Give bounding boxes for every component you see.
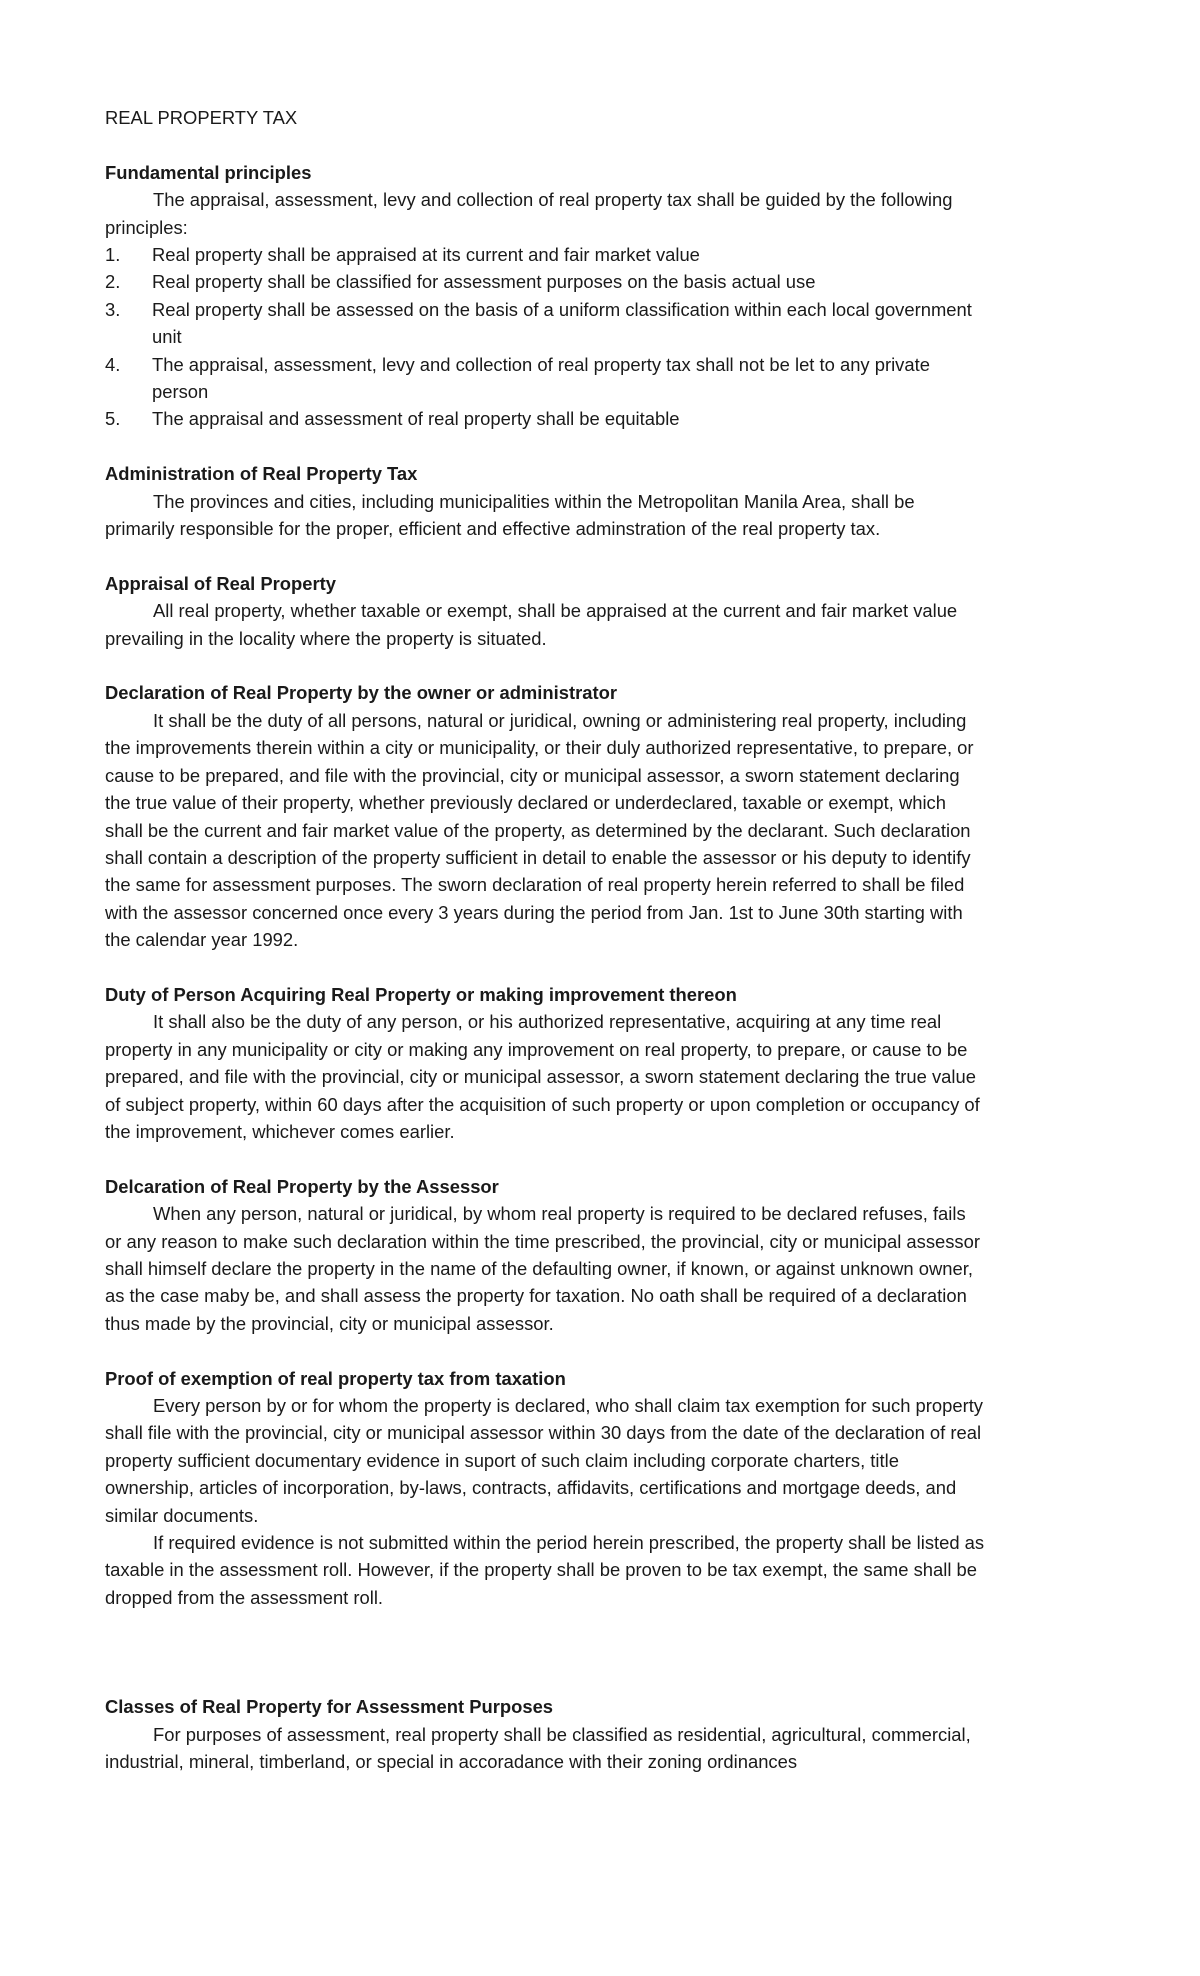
document-title: REAL PROPERTY TAX — [105, 107, 298, 128]
section-paragraph: If required evidence is not submitted within the period herein prescribed, the property shall be listed as taxable in the assessment roll. However, if the property shall be proven to be tax exempt, the same shall be dropped from the assessment roll. — [105, 1532, 985, 1608]
section-paragraph: When any person, natural or juridical, by whom real property is required to be declared refuses, fails or any reason to make such declaration within the time prescribed, the provincial, city or municipal assessor shall himself declare the property in the name of the defaulting owner, if known, or against unknown owner, as the case maby be, and shall assess the property for taxation. No oath shall be required of a declaration thus made by the provincial, city or municipal assessor. — [105, 1203, 980, 1334]
section-heading: Delcaration of Real Property by the Assessor — [105, 1175, 499, 1197]
list-item-number: 5. — [105, 408, 121, 430]
section-declaration-owner — [105, 679, 985, 953]
section-heading: Classes of Real Property for Assessment Purposes — [105, 1696, 554, 1718]
section-paragraph: It shall be the duty of all persons, natural or juridical, owning or administering real property, including the improvements therein within a city or municipality, or their duly authorized representative, to prepare, or cause to be prepared, and file with the provincial, city or municipal assessor, a sworn statement declaring the true value of their property, whether previously declared or underdeclared, taxable or exempt, which shall be the current and fair market value of the property, as determined by the declarant. Such declaration shall contain a description of the property sufficient in detail to enable the assessor or his deputy to identify the same for assessment purposes. The sworn declaration of real property herein referred to shall be filed with the assessor concerned once every 3 years during the period from Jan. 1st to June 30th starting with the calendar year 1992. — [105, 709, 974, 951]
list-item-number: 1. — [105, 244, 121, 266]
section-exemption — [105, 1365, 985, 1612]
section-duty-acquiring — [105, 981, 985, 1145]
list-item — [105, 296, 985, 351]
list-item-text: Real property shall be assessed on the basis of a uniform classification within each local government unit — [152, 298, 972, 348]
list-item-text: The appraisal and assessment of real property shall be equitable — [152, 408, 680, 430]
section-fundamental-principles — [105, 159, 985, 433]
section-classes — [105, 1693, 985, 1775]
section-paragraph: The appraisal, assessment, levy and collection of real property tax shall be guided by the following principles: — [105, 189, 953, 238]
section-heading: Duty of Person Acquiring Real Property or making improvement thereon — [105, 983, 737, 1005]
list-item-text: The appraisal, assessment, levy and collection of real property tax shall not be let to any private person — [152, 353, 930, 403]
principles-list — [105, 241, 985, 433]
section-paragraph: The provinces and cities, including municipalities within the Metropolitan Manila Area, shall be primarily responsible for the proper, efficient and effective adminstration of the real property tax. — [105, 490, 915, 540]
section-heading: Fundamental principles — [105, 161, 312, 183]
list-item — [105, 241, 985, 268]
section-administration — [105, 460, 985, 542]
list-item-number: 3. — [105, 298, 121, 320]
list-item-text: Real property shall be appraised at its current and fair market value — [152, 244, 700, 266]
section-heading: Administration of Real Property Tax — [105, 463, 418, 485]
list-item-number: 4. — [105, 353, 121, 375]
section-paragraph: It shall also be the duty of any person, or his authorized representative, acquiring at any time real property in any municipality or city or making any improvement on real property, to prepare, or cause to be prepared, and file with the provincial, city or municipal assessor, a sworn statement declaring the true value of subject property, within 60 days after the acquisition of such property or upon completion or occupancy of the improvement, whichever comes earlier. — [105, 1011, 980, 1142]
section-appraisal — [105, 570, 985, 652]
section-heading: Declaration of Real Property by the owner or administrator — [105, 682, 617, 704]
section-paragraph: For purposes of assessment, real property shall be classified as residential, agricultural, commercial, industrial, mineral, timberland, or special in accoradance with their zoning ordinances — [105, 1723, 971, 1773]
section-paragraph: All real property, whether taxable or exempt, shall be appraised at the current and fair market value prevailing in the locality where the property is situated. — [105, 600, 958, 649]
section-paragraph: Every person by or for whom the property is declared, who shall claim tax exemption for such property shall file with the provincial, city or municipal assessor within 30 days from the date of the declaration of real property sufficient documentary evidence in suport of such claim including corporate charters, title ownership, articles of incorporation, by-laws, contracts, affidavits, certifications and mortgage deeds, and similar documents. — [105, 1394, 983, 1526]
list-item-number: 2. — [105, 271, 121, 293]
section-declaration-assessor — [105, 1173, 985, 1337]
list-item — [105, 351, 985, 406]
section-heading: Appraisal of Real Property — [105, 572, 336, 594]
section-heading: Proof of exemption of real property tax from taxation — [105, 1367, 566, 1389]
list-item-text: Real property shall be classified for assessment purposes on the basis actual use — [152, 271, 816, 293]
list-item — [105, 268, 985, 295]
list-item — [105, 405, 985, 432]
document-page — [105, 104, 985, 1775]
